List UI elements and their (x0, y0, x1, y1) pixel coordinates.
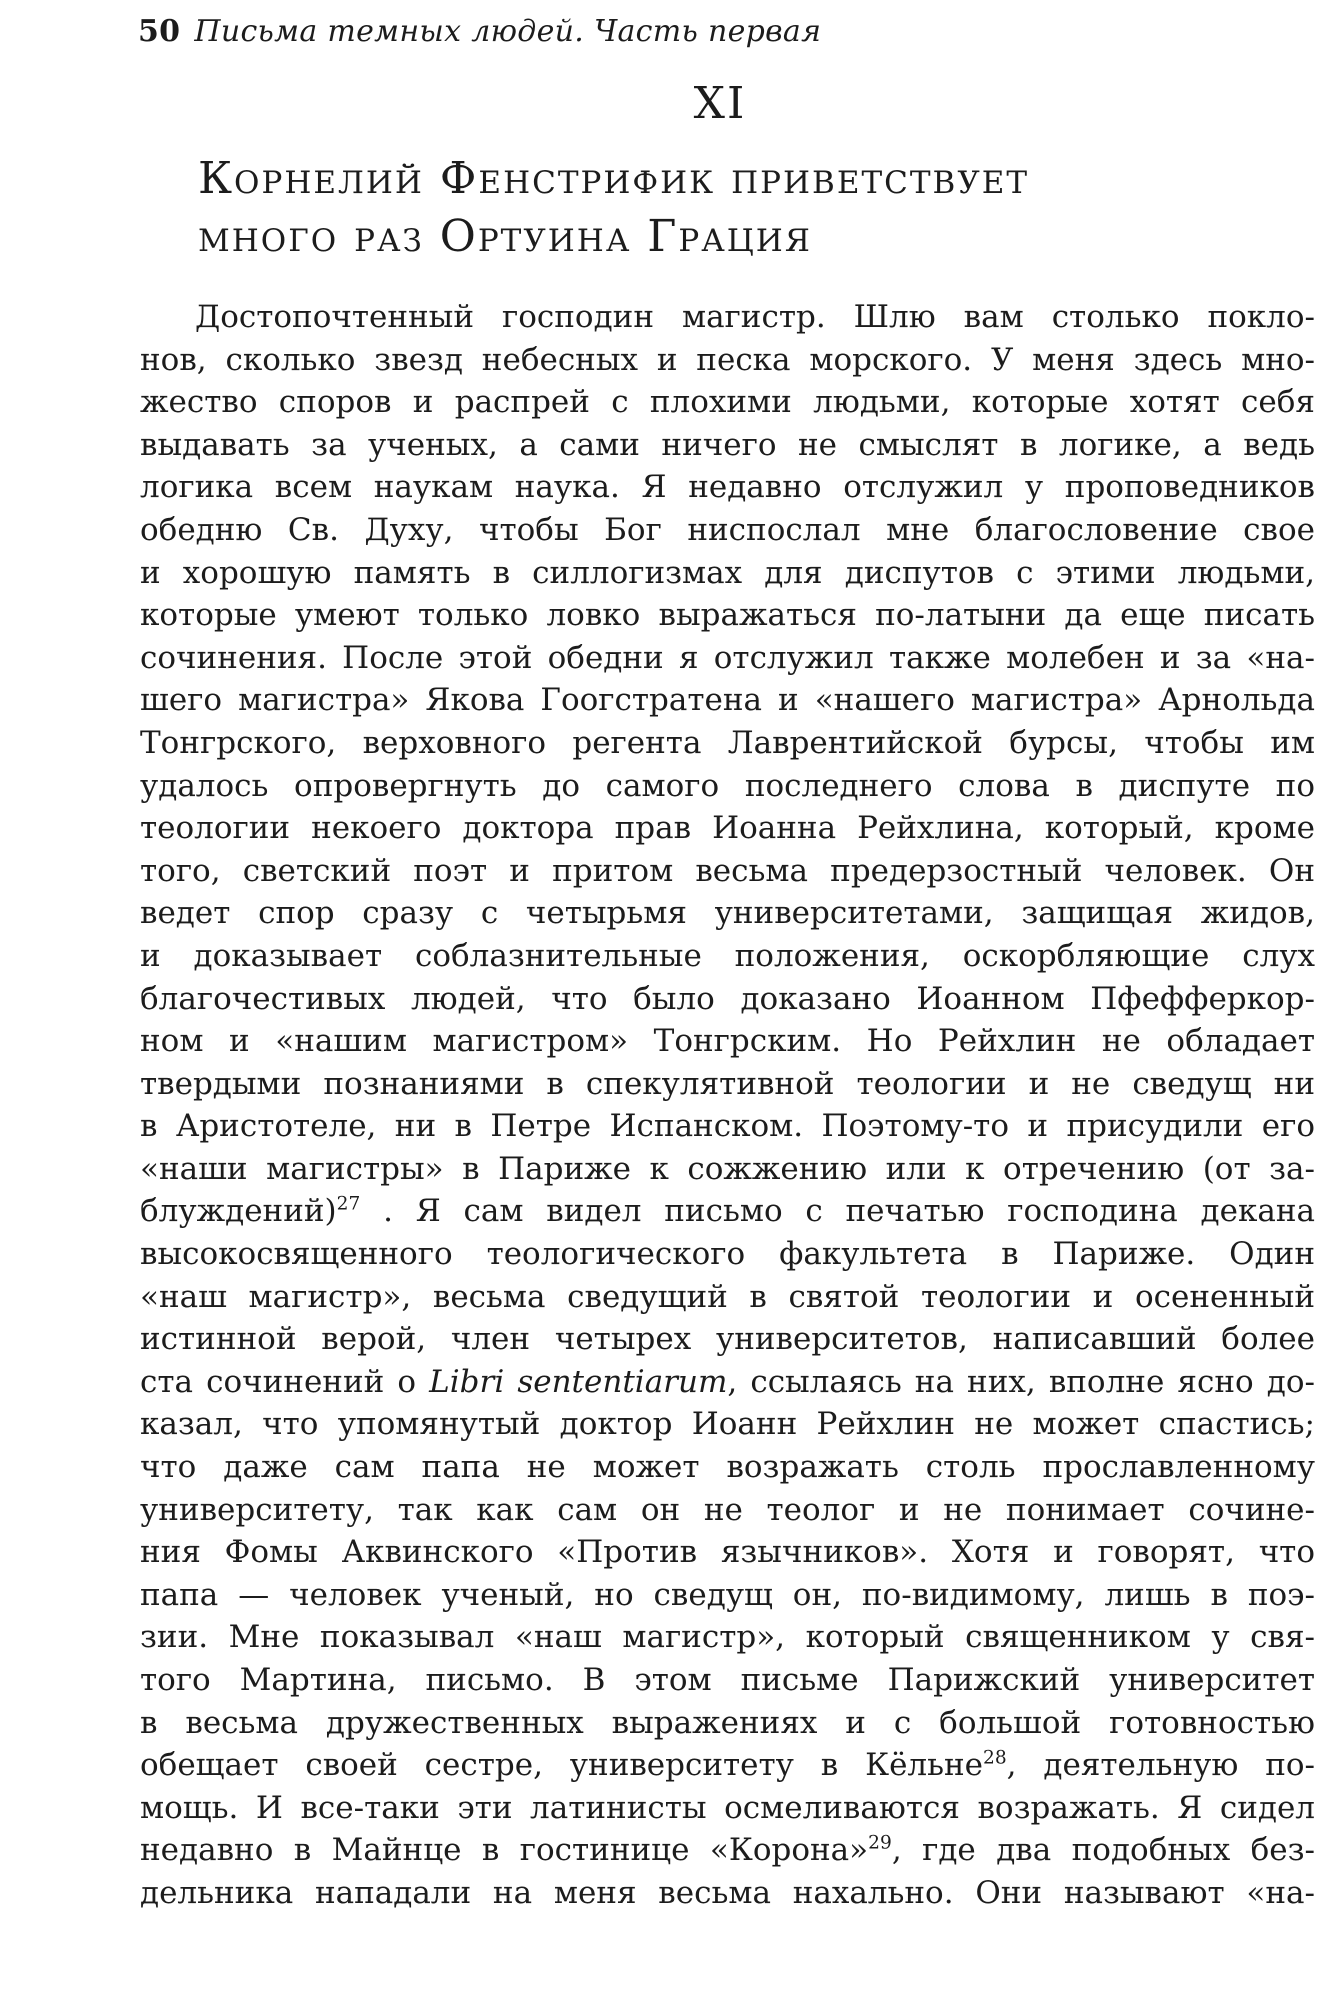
text-line: что даже сам папа не может возражать столь прославленному (140, 1449, 1315, 1486)
chapter-number: XI (693, 78, 747, 129)
text-fragment: , где два подобных без- (891, 1832, 1315, 1869)
running-head-title: Письма темных людей. Часть первая (194, 14, 822, 49)
text-fragment: , деятельную по- (1006, 1747, 1315, 1784)
text-line: сочинения. После этой обедни я отслужил также молебен и за «на- (140, 639, 1315, 676)
text-line: зии. Мне показывал «наш магистр», который священником у свя- (140, 1619, 1315, 1656)
text-fragment: . Я сам видел письмо с печатью господина декана (360, 1193, 1315, 1230)
text-line: высокосвященного теологического факультета в Париже. Один (140, 1236, 1315, 1273)
text-line: теологии некоего доктора прав Иоанна Рейхлина, который, кроме (140, 810, 1315, 847)
chapter-heading-line: Корнелий Фенстрифик приветствует (198, 153, 1030, 204)
text-line: шего магистра» Якова Гоогстратена и «нашего магистра» Арнольда (140, 682, 1315, 719)
text-line: в Аристотеле, ни в Петре Испанском. Поэтому-то и присудили его (140, 1108, 1315, 1145)
text-line: того, светский поэт и притом весьма предерзостный человек. Он (140, 852, 1315, 889)
running-head (138, 14, 821, 49)
text-line: «наши магистры» в Париже к сожжению или к отречению (от за- (140, 1150, 1315, 1187)
text-line: и хорошую память в силлогизмах для диспутов с этими людьми, (140, 554, 1315, 591)
text-line: мощь. И все-таки эти латинисты осмеливаются возражать. Я сидел (140, 1789, 1315, 1826)
footnote-ref: 27 (336, 1194, 361, 1216)
text-fragment: обещает своей сестре, университету в Кёльне (140, 1747, 983, 1784)
text-line: дельника нападали на меня весьма нахально. Они называют «на- (140, 1874, 1315, 1911)
text-fragment: блуждений) (140, 1193, 337, 1230)
text-line: Достопочтенный господин магистр. Шлю вам столько покло- (195, 299, 1315, 335)
footnote-ref: 29 (868, 1833, 892, 1855)
text-line: казал, что упомянутый доктор Иоанн Рейхлин не может спастись; (140, 1406, 1315, 1443)
text-line: нов, сколько звезд небесных и песка морского. У меня здесь мно- (140, 341, 1315, 378)
text-fragment: недавно в Майнце в гостинице «Корона» (140, 1832, 869, 1869)
footnote-ref: 28 (983, 1747, 1007, 1769)
text-line: обедню Св. Духу, чтобы Бог ниспослал мне благословение свое (140, 511, 1315, 548)
text-line (140, 1190, 1315, 1233)
text-line: в весьма дружественных выражениях и с большой готовностью (140, 1704, 1315, 1741)
chapter-heading-line: много раз Ортуина Грация (198, 211, 812, 262)
text-line: Тонгрского, верховного регента Лаврентийской бурсы, чтобы им (140, 724, 1315, 761)
text-line: удалось опровергнуть до самого последнего слова в диспуте по (140, 767, 1315, 804)
text-fragment: , ссылаясь на них, вполне ясно до- (727, 1363, 1315, 1400)
text-line (140, 1829, 1315, 1872)
text-line: жество споров и распрей с плохими людьми, которые хотят себя (140, 384, 1315, 421)
text-fragment: ста сочинений о (140, 1363, 430, 1400)
text-line: ном и «нашим магистром» Тонгрским. Но Рейхлин не обладает (140, 1023, 1315, 1060)
text-line: выдавать за ученых, а сами ничего не смыслят в логике, а ведь (140, 426, 1315, 463)
text-line: того Мартина, письмо. В этом письме Парижский университет (140, 1662, 1315, 1698)
text-line: твердыми познаниями в спекулятивной теологии и не сведущ ни (140, 1065, 1315, 1102)
text-line: истинной верой, член четырех университетов, написавший более (140, 1321, 1315, 1358)
text-line (140, 1744, 1315, 1787)
text-line: благочестивых людей, что было доказано Иоанном Пфефферкор- (140, 980, 1315, 1017)
text-line: ния Фомы Аквинского «Против язычников». Хотя и говорят, что (140, 1534, 1315, 1571)
text-line: университету, так как сам он не теолог и не понимает сочине- (140, 1491, 1315, 1528)
chapter-heading (198, 150, 1029, 266)
text-line: которые умеют только ловко выражаться по-латыни да еще писать (140, 597, 1315, 634)
text-line: папа — человек ученый, но сведущ он, по-видимому, лишь в поэ- (140, 1576, 1315, 1613)
italic-title: Libri sententiarum (429, 1363, 728, 1400)
text-line: ведет спор сразу с четырьмя университетами, защищая жидов, (140, 895, 1315, 932)
body-text (140, 296, 1315, 1915)
text-line: логика всем наукам наука. Я недавно отслужил у проповедников (140, 469, 1315, 506)
text-line (140, 1361, 1315, 1404)
text-line: и доказывает соблазнительные положения, оскорбляющие слух (140, 937, 1315, 974)
page-number: 50 (138, 14, 181, 49)
text-line: «наш магистр», весьма сведущий в святой теологии и осененный (140, 1278, 1315, 1315)
